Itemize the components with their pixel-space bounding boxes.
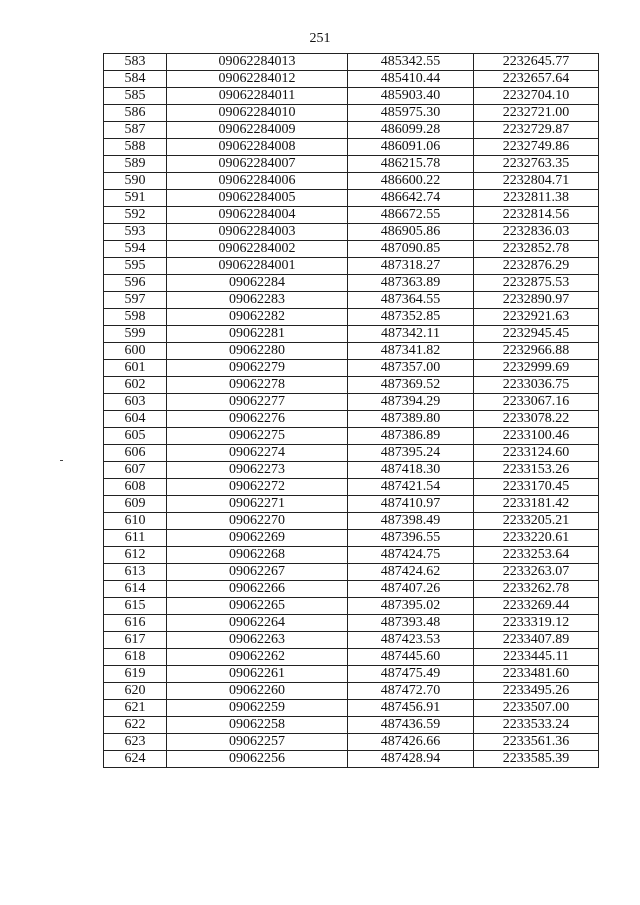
row-number-cell: 604	[104, 411, 167, 428]
point-id-cell: 09062284010	[167, 105, 348, 122]
row-number-cell: 591	[104, 190, 167, 207]
x-coordinate-cell: 487421.54	[348, 479, 474, 496]
row-number-cell: 597	[104, 292, 167, 309]
x-coordinate-cell: 487395.02	[348, 598, 474, 615]
row-number-cell: 588	[104, 139, 167, 156]
y-coordinate-cell: 2233078.22	[474, 411, 599, 428]
point-id-cell: 09062276	[167, 411, 348, 428]
y-coordinate-cell: 2233561.36	[474, 734, 599, 751]
table-row	[104, 462, 599, 479]
point-id-cell: 09062284006	[167, 173, 348, 190]
table-row	[104, 598, 599, 615]
y-coordinate-cell: 2233220.61	[474, 530, 599, 547]
table-row	[104, 360, 599, 377]
point-id-cell: 09062284001	[167, 258, 348, 275]
y-coordinate-cell: 2232811.38	[474, 190, 599, 207]
table-row	[104, 139, 599, 156]
table-row	[104, 88, 599, 105]
x-coordinate-cell: 487428.94	[348, 751, 474, 768]
y-coordinate-cell: 2232890.97	[474, 292, 599, 309]
table-row	[104, 411, 599, 428]
stray-mark	[60, 460, 63, 461]
y-coordinate-cell: 2233181.42	[474, 496, 599, 513]
row-number-cell: 605	[104, 428, 167, 445]
point-id-cell: 09062263	[167, 632, 348, 649]
x-coordinate-cell: 485903.40	[348, 88, 474, 105]
row-number-cell: 586	[104, 105, 167, 122]
y-coordinate-cell: 2232749.86	[474, 139, 599, 156]
row-number-cell: 602	[104, 377, 167, 394]
x-coordinate-cell: 487423.53	[348, 632, 474, 649]
row-number-cell: 601	[104, 360, 167, 377]
y-coordinate-cell: 2232876.29	[474, 258, 599, 275]
table-row	[104, 122, 599, 139]
point-id-cell: 09062260	[167, 683, 348, 700]
point-id-cell: 09062272	[167, 479, 348, 496]
y-coordinate-cell: 2233481.60	[474, 666, 599, 683]
y-coordinate-cell: 2232721.00	[474, 105, 599, 122]
row-number-cell: 612	[104, 547, 167, 564]
point-id-cell: 09062275	[167, 428, 348, 445]
point-id-cell: 09062274	[167, 445, 348, 462]
table-row	[104, 581, 599, 598]
y-coordinate-cell: 2233269.44	[474, 598, 599, 615]
table-row	[104, 564, 599, 581]
point-id-cell: 09062277	[167, 394, 348, 411]
row-number-cell: 609	[104, 496, 167, 513]
y-coordinate-cell: 2232729.87	[474, 122, 599, 139]
point-id-cell: 09062281	[167, 326, 348, 343]
y-coordinate-cell: 2233253.64	[474, 547, 599, 564]
x-coordinate-cell: 487424.62	[348, 564, 474, 581]
y-coordinate-cell: 2232875.53	[474, 275, 599, 292]
page-number: 251	[309, 31, 331, 46]
table-row	[104, 530, 599, 547]
table-row	[104, 326, 599, 343]
y-coordinate-cell: 2232966.88	[474, 343, 599, 360]
x-coordinate-cell: 487363.89	[348, 275, 474, 292]
y-coordinate-cell: 2233153.26	[474, 462, 599, 479]
table-row	[104, 479, 599, 496]
point-id-cell: 09062284008	[167, 139, 348, 156]
table-row	[104, 241, 599, 258]
point-id-cell: 09062261	[167, 666, 348, 683]
row-number-cell: 624	[104, 751, 167, 768]
row-number-cell: 587	[104, 122, 167, 139]
point-id-cell: 09062284009	[167, 122, 348, 139]
table-row	[104, 258, 599, 275]
x-coordinate-cell: 487394.29	[348, 394, 474, 411]
x-coordinate-cell: 487342.11	[348, 326, 474, 343]
table-row	[104, 190, 599, 207]
coordinates-table	[103, 53, 599, 768]
table-row	[104, 309, 599, 326]
x-coordinate-cell: 487475.49	[348, 666, 474, 683]
table-row	[104, 156, 599, 173]
point-id-cell: 09062278	[167, 377, 348, 394]
row-number-cell: 614	[104, 581, 167, 598]
row-number-cell: 615	[104, 598, 167, 615]
y-coordinate-cell: 2232836.03	[474, 224, 599, 241]
row-number-cell: 590	[104, 173, 167, 190]
y-coordinate-cell: 2233263.07	[474, 564, 599, 581]
x-coordinate-cell: 487341.82	[348, 343, 474, 360]
table-row	[104, 428, 599, 445]
point-id-cell: 09062262	[167, 649, 348, 666]
row-number-cell: 619	[104, 666, 167, 683]
y-coordinate-cell: 2232657.64	[474, 71, 599, 88]
y-coordinate-cell: 2232704.10	[474, 88, 599, 105]
y-coordinate-cell: 2232645.77	[474, 54, 599, 71]
point-id-cell: 09062259	[167, 700, 348, 717]
x-coordinate-cell: 487369.52	[348, 377, 474, 394]
y-coordinate-cell: 2233262.78	[474, 581, 599, 598]
x-coordinate-cell: 487445.60	[348, 649, 474, 666]
point-id-cell: 09062269	[167, 530, 348, 547]
row-number-cell: 589	[104, 156, 167, 173]
point-id-cell: 09062265	[167, 598, 348, 615]
row-number-cell: 617	[104, 632, 167, 649]
row-number-cell: 600	[104, 343, 167, 360]
y-coordinate-cell: 2233319.12	[474, 615, 599, 632]
row-number-cell: 598	[104, 309, 167, 326]
x-coordinate-cell: 486642.74	[348, 190, 474, 207]
y-coordinate-cell: 2233067.16	[474, 394, 599, 411]
table-row	[104, 700, 599, 717]
y-coordinate-cell: 2232921.63	[474, 309, 599, 326]
row-number-cell: 584	[104, 71, 167, 88]
row-number-cell: 603	[104, 394, 167, 411]
point-id-cell: 09062284011	[167, 88, 348, 105]
point-id-cell: 09062284002	[167, 241, 348, 258]
row-number-cell: 607	[104, 462, 167, 479]
point-id-cell: 09062284012	[167, 71, 348, 88]
point-id-cell: 09062268	[167, 547, 348, 564]
row-number-cell: 594	[104, 241, 167, 258]
point-id-cell: 09062257	[167, 734, 348, 751]
point-id-cell: 09062256	[167, 751, 348, 768]
point-id-cell: 09062284004	[167, 207, 348, 224]
table-row	[104, 513, 599, 530]
x-coordinate-cell: 487398.49	[348, 513, 474, 530]
row-number-cell: 620	[104, 683, 167, 700]
table-row	[104, 292, 599, 309]
table-row	[104, 207, 599, 224]
point-id-cell: 09062266	[167, 581, 348, 598]
table-row	[104, 394, 599, 411]
table-row	[104, 717, 599, 734]
y-coordinate-cell: 2233170.45	[474, 479, 599, 496]
x-coordinate-cell: 487318.27	[348, 258, 474, 275]
x-coordinate-cell: 485975.30	[348, 105, 474, 122]
table-row	[104, 71, 599, 88]
row-number-cell: 616	[104, 615, 167, 632]
row-number-cell: 583	[104, 54, 167, 71]
table-row	[104, 734, 599, 751]
point-id-cell: 09062284	[167, 275, 348, 292]
point-id-cell: 09062279	[167, 360, 348, 377]
table-row	[104, 547, 599, 564]
table-row	[104, 751, 599, 768]
y-coordinate-cell: 2233445.11	[474, 649, 599, 666]
point-id-cell: 09062283	[167, 292, 348, 309]
table-row	[104, 275, 599, 292]
table-row	[104, 173, 599, 190]
x-coordinate-cell: 487389.80	[348, 411, 474, 428]
x-coordinate-cell: 487357.00	[348, 360, 474, 377]
row-number-cell: 618	[104, 649, 167, 666]
x-coordinate-cell: 487395.24	[348, 445, 474, 462]
point-id-cell: 09062284003	[167, 224, 348, 241]
x-coordinate-cell: 486215.78	[348, 156, 474, 173]
point-id-cell: 09062267	[167, 564, 348, 581]
point-id-cell: 09062273	[167, 462, 348, 479]
table-row	[104, 54, 599, 71]
x-coordinate-cell: 487396.55	[348, 530, 474, 547]
y-coordinate-cell: 2232999.69	[474, 360, 599, 377]
row-number-cell: 613	[104, 564, 167, 581]
x-coordinate-cell: 485410.44	[348, 71, 474, 88]
point-id-cell: 09062270	[167, 513, 348, 530]
point-id-cell: 09062258	[167, 717, 348, 734]
x-coordinate-cell: 487407.26	[348, 581, 474, 598]
y-coordinate-cell: 2232814.56	[474, 207, 599, 224]
table-row	[104, 343, 599, 360]
row-number-cell: 606	[104, 445, 167, 462]
row-number-cell: 585	[104, 88, 167, 105]
table-row	[104, 683, 599, 700]
y-coordinate-cell: 2232804.71	[474, 173, 599, 190]
row-number-cell: 621	[104, 700, 167, 717]
x-coordinate-cell: 487386.89	[348, 428, 474, 445]
table-row	[104, 445, 599, 462]
point-id-cell: 09062282	[167, 309, 348, 326]
x-coordinate-cell: 486600.22	[348, 173, 474, 190]
y-coordinate-cell: 2233036.75	[474, 377, 599, 394]
x-coordinate-cell: 487424.75	[348, 547, 474, 564]
row-number-cell: 610	[104, 513, 167, 530]
x-coordinate-cell: 487436.59	[348, 717, 474, 734]
table-row	[104, 105, 599, 122]
row-number-cell: 592	[104, 207, 167, 224]
x-coordinate-cell: 487352.85	[348, 309, 474, 326]
table-row	[104, 224, 599, 241]
point-id-cell: 09062271	[167, 496, 348, 513]
y-coordinate-cell: 2233533.24	[474, 717, 599, 734]
row-number-cell: 622	[104, 717, 167, 734]
table-row	[104, 649, 599, 666]
row-number-cell: 611	[104, 530, 167, 547]
x-coordinate-cell: 487456.91	[348, 700, 474, 717]
x-coordinate-cell: 486099.28	[348, 122, 474, 139]
y-coordinate-cell: 2232852.78	[474, 241, 599, 258]
y-coordinate-cell: 2232945.45	[474, 326, 599, 343]
row-number-cell: 599	[104, 326, 167, 343]
row-number-cell: 596	[104, 275, 167, 292]
y-coordinate-cell: 2233205.21	[474, 513, 599, 530]
y-coordinate-cell: 2233495.26	[474, 683, 599, 700]
table-row	[104, 496, 599, 513]
table-row	[104, 666, 599, 683]
table-row	[104, 615, 599, 632]
x-coordinate-cell: 486091.06	[348, 139, 474, 156]
point-id-cell: 09062284005	[167, 190, 348, 207]
x-coordinate-cell: 487426.66	[348, 734, 474, 751]
point-id-cell: 09062284007	[167, 156, 348, 173]
point-id-cell: 09062264	[167, 615, 348, 632]
row-number-cell: 595	[104, 258, 167, 275]
x-coordinate-cell: 487472.70	[348, 683, 474, 700]
y-coordinate-cell: 2233100.46	[474, 428, 599, 445]
y-coordinate-cell: 2232763.35	[474, 156, 599, 173]
table-row	[104, 632, 599, 649]
y-coordinate-cell: 2233407.89	[474, 632, 599, 649]
x-coordinate-cell: 486905.86	[348, 224, 474, 241]
y-coordinate-cell: 2233585.39	[474, 751, 599, 768]
row-number-cell: 593	[104, 224, 167, 241]
point-id-cell: 09062284013	[167, 54, 348, 71]
x-coordinate-cell: 487364.55	[348, 292, 474, 309]
x-coordinate-cell: 487393.48	[348, 615, 474, 632]
x-coordinate-cell: 487090.85	[348, 241, 474, 258]
row-number-cell: 608	[104, 479, 167, 496]
point-id-cell: 09062280	[167, 343, 348, 360]
x-coordinate-cell: 487418.30	[348, 462, 474, 479]
y-coordinate-cell: 2233124.60	[474, 445, 599, 462]
table-row	[104, 377, 599, 394]
y-coordinate-cell: 2233507.00	[474, 700, 599, 717]
table-body	[104, 54, 599, 768]
x-coordinate-cell: 487410.97	[348, 496, 474, 513]
row-number-cell: 623	[104, 734, 167, 751]
x-coordinate-cell: 485342.55	[348, 54, 474, 71]
x-coordinate-cell: 486672.55	[348, 207, 474, 224]
